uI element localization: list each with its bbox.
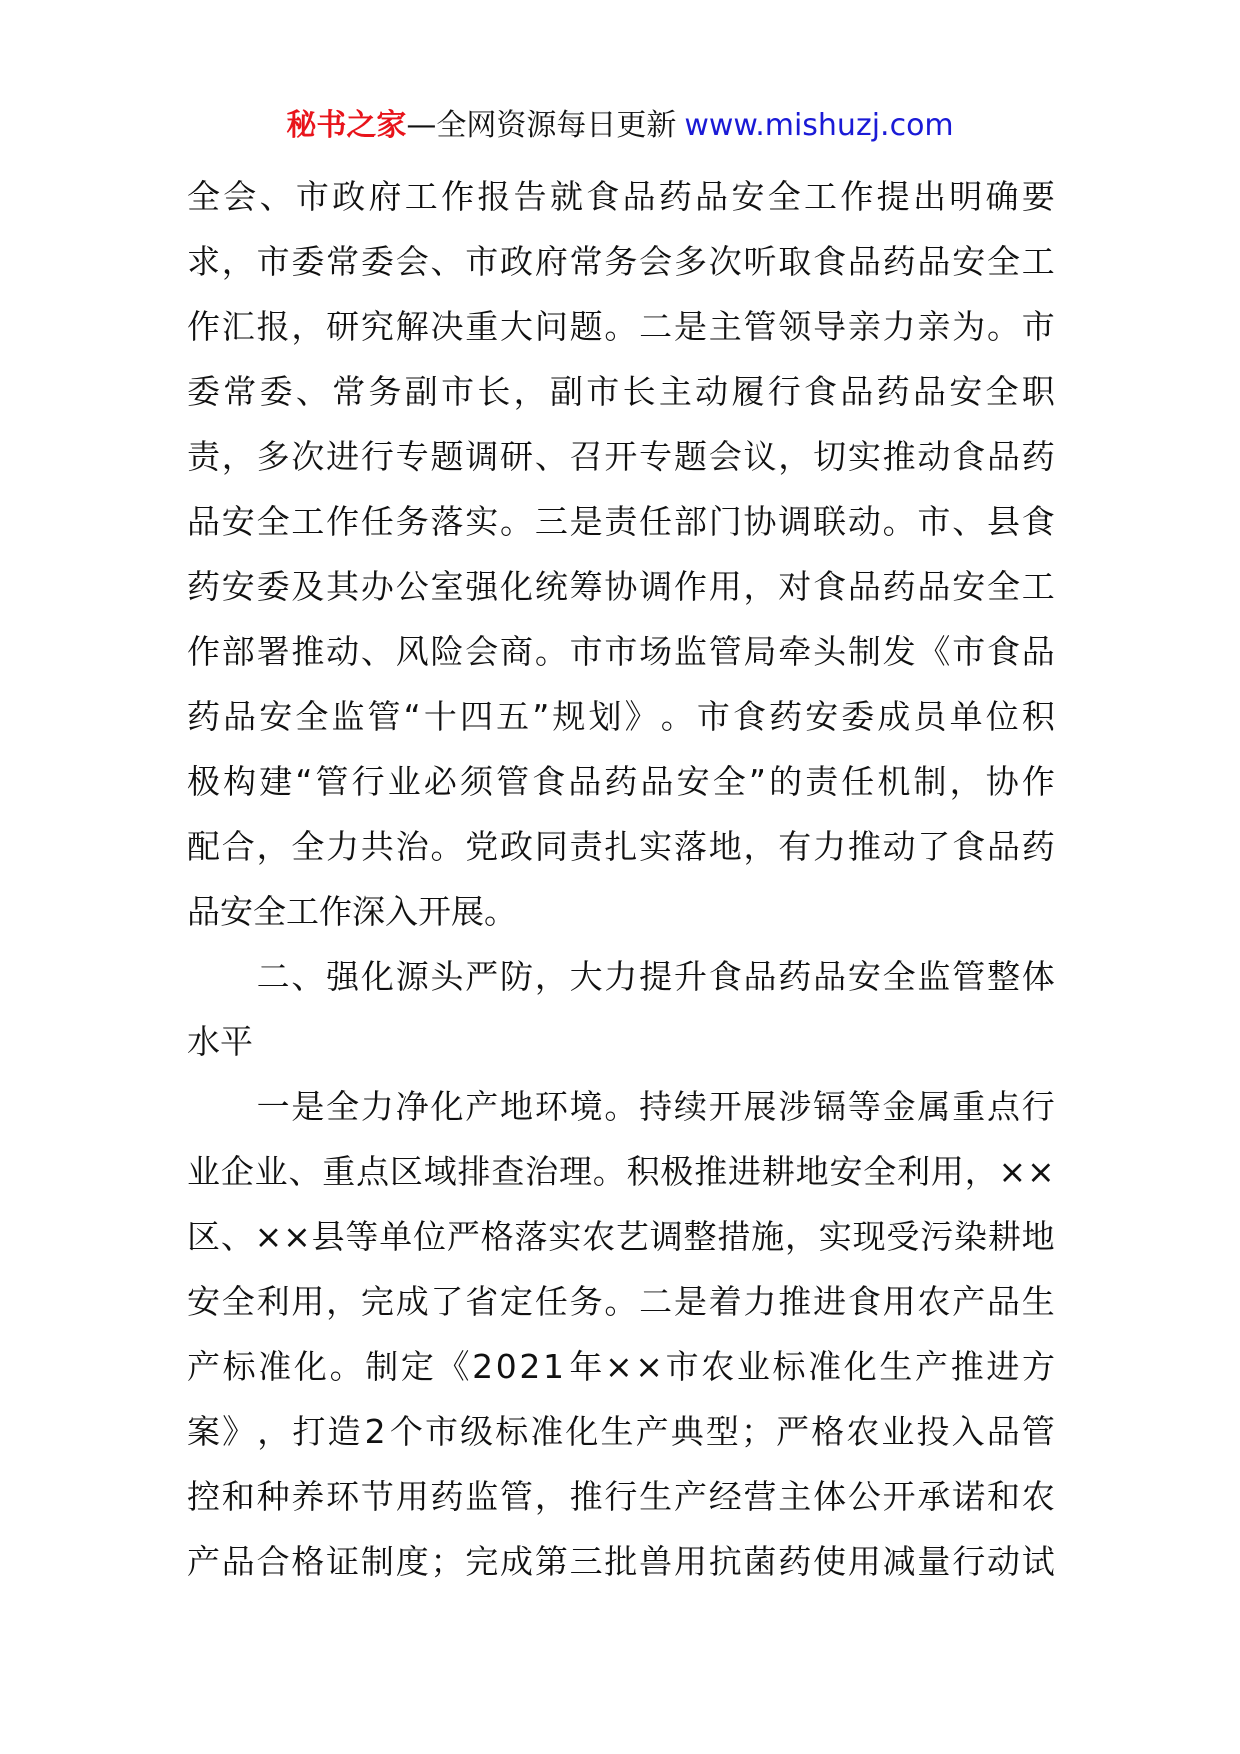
- document-body: [187, 164, 1055, 1594]
- text-line: 安 全 利 用 ， 完 成 了 省 定 任 务 。 二 是 着 力 推 进 食 用 农 产 品 生: [187, 1282, 1055, 1321]
- text-line: 委 常 委 、 常 务 副 市 长 ， 副 市 长 主 动 履 行 食 品 药 品 安 全 职: [187, 372, 1055, 411]
- section-heading-cont: 水平: [187, 1022, 253, 1061]
- text-line: 品 安 全 工 作 任 务 落 实 。 三 是 责 任 部 门 协 调 联 动 。 市 、 县 食: [187, 502, 1055, 541]
- text-line: 作 部 署 推 动 、 风 险 会 商 。 市 市 场 监 管 局 牵 头 制 发 《 市 食 品: [187, 632, 1055, 671]
- text-line: 药 品 安 全 监 管 “ 十 四 五 ” 规 划 》 。 市 食 药 安 委 成 员 单 位 积: [187, 697, 1055, 736]
- page-header: [0, 104, 1240, 148]
- section-heading: 二 、 强 化 源 头 严 防 ， 大 力 提 升 食 品 药 品 安 全 监 管 整 体: [256, 957, 1055, 996]
- text-line: 责 ， 多 次 进 行 专 题 调 研 、 召 开 专 题 会 议 ， 切 实 推 动 食 品 药: [187, 437, 1055, 476]
- text-line: 产 标 准 化 。 制 定 《 2 0 2 1 年 × × 市 农 业 标 准 化 生 产 推 进 方: [187, 1347, 1055, 1386]
- site-url-link[interactable]: www.mishuzj.com: [684, 108, 954, 143]
- text-line: 药 安 委 及 其 办 公 室 强 化 统 筹 协 调 作 用 ， 对 食 品 药 品 安 全 工: [187, 567, 1055, 606]
- text-line: 品安全工作深入开展。: [187, 892, 517, 931]
- brand-name: 秘书之家: [286, 108, 407, 143]
- text-line: 全 会 、 市 政 府 工 作 报 告 就 食 品 药 品 安 全 工 作 提 出 明 确 要: [187, 177, 1055, 216]
- text-line: 一 是 全 力 净 化 产 地 环 境 。 持 续 开 展 涉 镉 等 金 属 重 点 行: [256, 1087, 1055, 1126]
- text-line: 控 和 种 养 环 节 用 药 监 管 ， 推 行 生 产 经 营 主 体 公 开 承 诺 和 农: [187, 1477, 1055, 1516]
- text-line: 产 品 合 格 证 制 度 ； 完 成 第 三 批 兽 用 抗 菌 药 使 用 减 量 行 动 试: [187, 1542, 1055, 1581]
- text-line: 案 》 ， 打 造 2 个 市 级 标 准 化 生 产 典 型 ； 严 格 农 业 投 入 品 管: [187, 1412, 1055, 1451]
- text-line: 配 合 ， 全 力 共 治 。 党 政 同 责 扎 实 落 地 ， 有 力 推 动 了 食 品 药: [187, 827, 1055, 866]
- text-line: 求 ， 市 委 常 委 会 、 市 政 府 常 务 会 多 次 听 取 食 品 药 品 安 全 工: [187, 242, 1055, 281]
- text-line: 区 、 × × 县 等 单 位 严 格 落 实 农 艺 调 整 措 施 ， 实 现 受 污 染 耕 地: [187, 1217, 1055, 1256]
- text-line: 极 构 建 “ 管 行 业 必 须 管 食 品 药 品 安 全 ” 的 责 任 机 制 ， 协 作: [187, 762, 1055, 801]
- text-line: 业 企 业 、 重 点 区 域 排 查 治 理 。 积 极 推 进 耕 地 安 全 利 用 ， × ×: [187, 1152, 1055, 1191]
- header-slogan: —全网资源每日更新: [406, 108, 677, 143]
- text-line: 作 汇 报 ， 研 究 解 决 重 大 问 题 。 二 是 主 管 领 导 亲 力 亲 为 。 市: [187, 307, 1055, 346]
